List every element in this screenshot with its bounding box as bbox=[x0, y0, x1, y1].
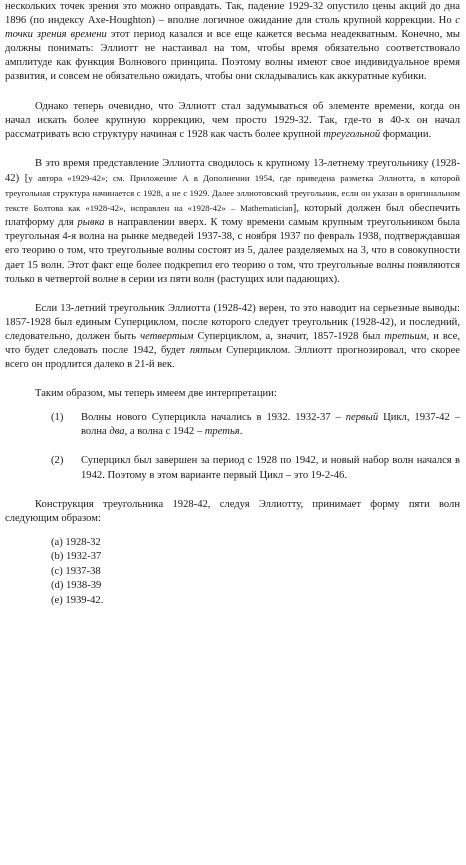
translator-note: у автора «1929-42»; см. Приложение А в Дополнении 1954, где приведена разметка Эллиотта, в которой треугольная структура начинается с 1928, а не с 1929. Далее эллиотовский треугольник, если он указан в оригинальном тексте Болтова как «1928-42», исправлен на «1928-42» – Mathematician bbox=[5, 172, 460, 214]
wave-list bbox=[5, 536, 460, 609]
list-item: (b) 1932-37 bbox=[51, 551, 102, 563]
paragraph-1: нескольких точек зрения это можно оправдать. Так, падение 1929-32 опустило цены акций до дна 1896 (по индексу Axe-Houghton) – вполне логичное ожидание для столь крупной коррекции. Но с точки зрения времени этот период казался и все еще кажется весьма неадекватным. Конечно, мы должны понимать: Эллиотт не настаивал на том, чтобы время обязательно соответствовало амплитуде как функция Волнового принципа. Поэтому волны имеют свое индивидуальное время развития, и совсем не обязательно ожидать, чтобы они складывались как аккуратные кубики. bbox=[5, 1, 461, 83]
paragraph-2: Однако теперь очевидно, что Эллиотт стал задумываться об элементе времени, когда он начал искать более крупную коррекцию, чем просто 1929-32. Так, где-то в 40-х он начал рассматривать всю структуру начиная с 1928 как часть более крупной треугольной формации. bbox=[5, 100, 460, 140]
interpretation-1: (1) Волны нового Суперцикла начались в 1932. 1932-37 – первый Цикл, 1937-42 – волна два, а волна с 1942 – третья. bbox=[5, 411, 460, 439]
paragraph-5: Таким образом, мы теперь имеем две интерпретации: bbox=[35, 388, 277, 400]
list-item: (e) 1939-42. bbox=[51, 594, 104, 606]
paragraph-6: Конструкция треугольника 1928-42, следуя Эллиотту, принимает форму пяти волн следующим образом: bbox=[5, 498, 460, 524]
paragraph-3: В это время представление Эллиотта сводилось к крупному 13-летнему треугольнику (1928-42) [у автора «1929-42»; см. Приложение А в Дополнении 1954, где приведена разметка Эллиотта, в которой треугольная структура начинается с 1928, а не с 1929. Далее эллиотовский треугольник, если он указан в оригинальном тексте Болтова как «1928-42», исправлен на «1928-42» – Mathematician], который должен был обеспечить платформу для рывка в направлении вверх. К тому времени самым крупным треугольником была треугольная 4-я волна на рынке медведей 1937-38, с ноября 1937 по февраль 1938, подтверждавшая его теорию о том, что треугольные волны состоят из 5, далее разделяемых на 3, что в совокупности дает 15 волн. Этот факт еще более подкрепил его теорию о том, что треугольные волны появляются только в четвертой волне в серии из пяти волн (растущих или падающих). bbox=[5, 157, 460, 285]
list-item: (a) 1928-32 bbox=[51, 536, 101, 548]
interpretation-2: (2) Суперцикл был завершен за период с 1928 по 1942, и новый набор волн начался в 1942. Поэтому в этом варианте первый Цикл – это 19-2-46. bbox=[5, 454, 460, 482]
list-item: (c) 1937-38 bbox=[51, 565, 101, 577]
item-number: (1) bbox=[51, 412, 64, 424]
paragraph-4: Если 13-летний треугольник Эллиотта (1928-42) верен, то это наводит на серьезные выводы: 1857-1928 был единым Суперциклом, после которого следует треугольник (1928-42), и последний, следовательно, должен быть четвертым Суперциклом, а, значит, 1857-1928 был третьим, и все, что будет следовать после 1942, будет пятым Суперциклом. Эллиотт прогнозировал, что скорее всего он продлится далеко в 21-й век. bbox=[5, 302, 460, 371]
item-number: (2) bbox=[51, 455, 64, 467]
list-item: (d) 1938-39 bbox=[51, 580, 102, 592]
